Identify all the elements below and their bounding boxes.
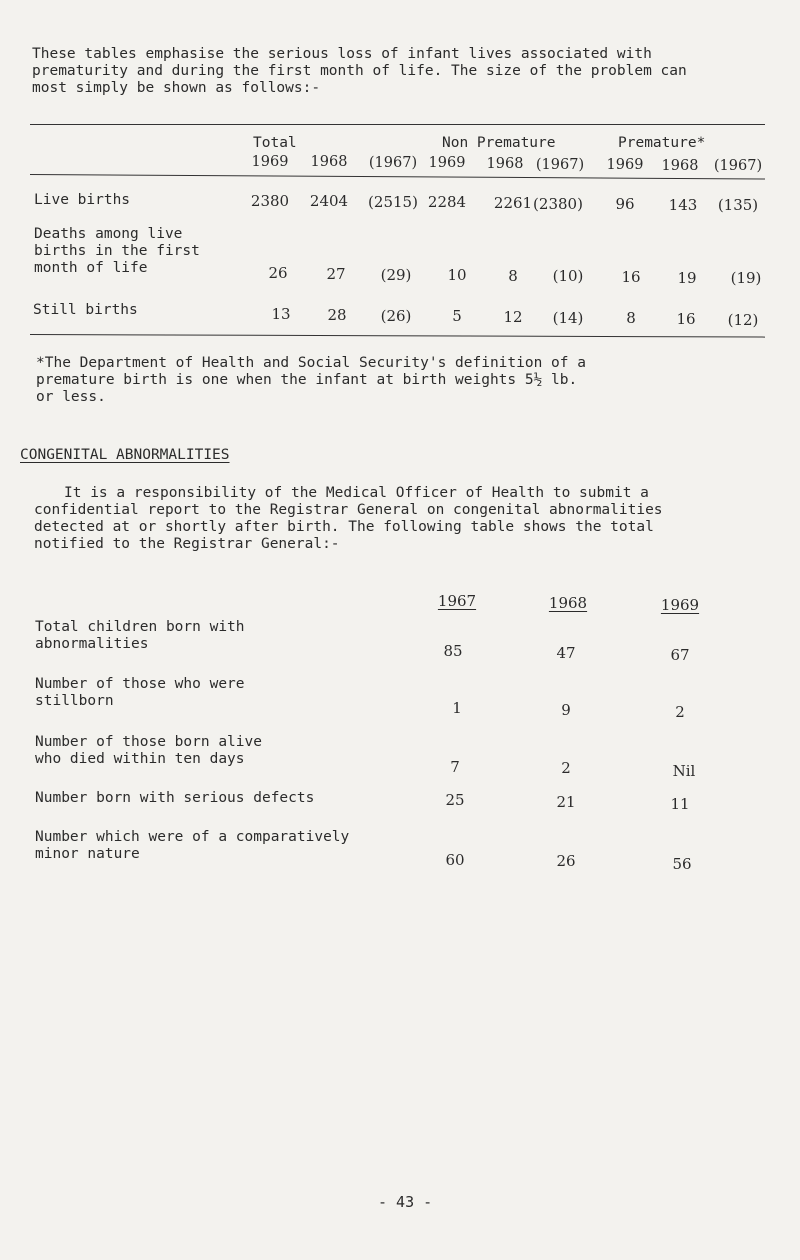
table-cell: 67 [670,646,690,664]
table-cell: 2380 [250,192,290,210]
table-cell: 2261 [493,194,533,212]
table-cell: (2380) [533,195,583,213]
table-cell: 26 [556,852,576,870]
table-cell: 56 [672,855,692,873]
footnote [36,355,586,406]
table-cell: 1 [452,699,462,717]
table-cell: (29) [380,266,412,284]
year-header: 1968 [661,158,699,174]
table-cell: 27 [326,265,346,283]
year-header: (1967) [535,157,585,173]
row-label-line: Total children born with [35,619,245,635]
year-header: 1969 [428,155,466,171]
table-cell: (12) [727,311,759,329]
row-label-line: Number which were of a comparatively [35,829,350,845]
paragraph-line: notified to the Registrar General:- [34,536,340,552]
table-cell: 28 [327,306,347,324]
table-cell: 13 [271,305,291,323]
intro-line: most simply be shown as follows:- [32,80,321,96]
table-cell: (14) [552,309,584,327]
header-non-premature: Non Premature [442,135,556,151]
table-cell: 2284 [427,193,467,211]
table-cell: 21 [556,793,576,811]
paragraph-line: detected at or shortly after birth. The following table shows the total [34,519,654,535]
row-label-line: Number born with serious defects [35,790,315,806]
row-label: Live births [34,192,131,208]
header-rule [30,174,765,179]
intro-line: prematurity and during the first month of life. The size of the problem can [32,63,687,79]
table-cell: Nil [672,762,696,780]
row-label [35,790,314,807]
header-premature: Premature* [618,135,706,151]
paragraph-line: It is a responsibility of the Medical Officer of Health to submit a [64,485,649,501]
table-cell: 5 [452,307,462,325]
table-cell: 12 [503,308,523,326]
row-label [35,829,349,863]
year-header: (1967) [713,158,763,174]
row-label-line: minor nature [35,846,140,862]
intro-line: These tables emphasise the serious loss of infant lives associated with [32,46,652,62]
year-header: 1968 [486,156,524,172]
table-cell: 16 [621,268,641,286]
table-cell: 9 [561,701,571,719]
table-cell: 143 [668,196,698,214]
year-header: (1967) [368,155,418,171]
table-cell: 8 [626,309,636,327]
table-cell: 19 [677,269,697,287]
table-cell: 26 [268,264,288,282]
table-cell: 60 [445,851,465,869]
row-label-line: month of life [34,260,148,276]
footnote-line: *The Department of Health and Social Security's definition of a [36,355,586,371]
header-total: Total [253,135,297,151]
row-label: Still births [33,302,138,318]
table-bottom-rule [30,334,765,338]
table-cell: (19) [730,269,762,287]
row-label [35,619,245,653]
table-cell: 10 [447,266,467,284]
row-label-line: Number of those born alive [35,734,262,750]
intro-paragraph [32,46,752,97]
table-cell: (135) [717,196,759,214]
row-label [34,226,200,277]
table-cell: 7 [450,758,460,776]
table-top-rule [30,124,765,125]
row-label-line: births in the first [34,243,200,259]
body-paragraph [34,485,663,553]
row-label-line: abnormalities [35,636,149,652]
table-cell: (2515) [368,193,418,211]
year-header: 1967 [437,592,477,610]
table-cell: 8 [508,267,518,285]
table-cell: 25 [445,791,465,809]
year-header: 1968 [310,154,348,170]
row-label-line: Number of those who were [35,676,245,692]
year-header: 1968 [548,594,588,612]
paragraph-line: confidential report to the Registrar General on congenital abnormalities [34,502,663,518]
table-cell: 2404 [309,192,349,210]
table-cell: 96 [615,195,635,213]
footnote-line: or less. [36,389,106,405]
footnote-line: premature birth is one when the infant at birth weights 5½ lb. [36,372,578,388]
year-header: 1969 [606,157,644,173]
table-cell: (26) [380,307,412,325]
year-header: 1969 [251,154,289,170]
row-label-line: Deaths among live [34,226,183,242]
table-cell: (10) [552,267,584,285]
section-title: CONGENITAL ABNORMALITIES [20,447,230,463]
row-label-line: stillborn [35,693,114,709]
page-number: - 43 - [378,1193,433,1211]
row-label [35,676,245,710]
row-label-line: who died within ten days [35,751,245,767]
table-cell: 11 [670,795,690,813]
year-header: 1969 [660,596,700,614]
row-label [35,734,262,768]
table-cell: 16 [676,310,696,328]
table-cell: 85 [443,642,463,660]
table-cell: 2 [561,759,571,777]
table-cell: 2 [675,703,685,721]
table-cell: 47 [556,644,576,662]
